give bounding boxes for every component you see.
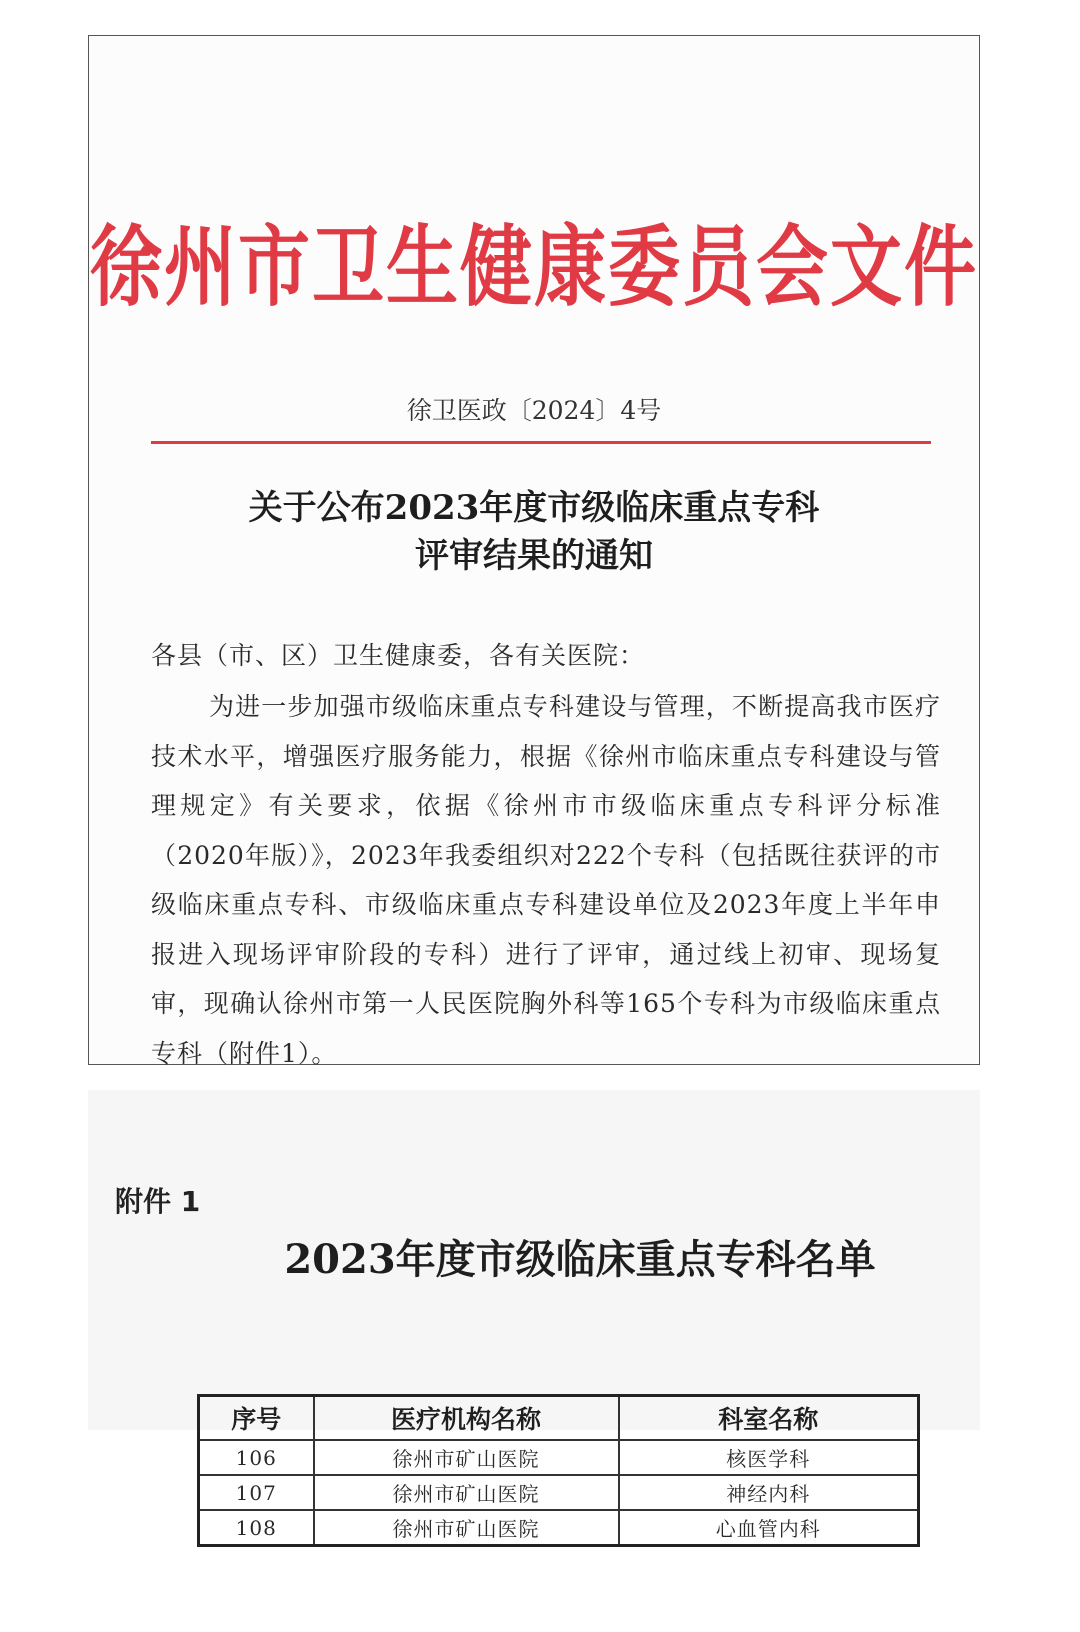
- body-paragraph: 为进一步加强市级临床重点专科建设与管理，不断提高我市医疗技术水平，增强医疗服务能力，根据《徐州市临床重点专科建设与管理规定》有关要求，依据《徐州市市级临床重点专科评分标准（2020年版）》，2023年我委组织对222个专科（包括既往获评的市级临床重点专科、市级临床重点专科建设单位及2023年度上半年申报进入现场评审阶段的专科）进行了评审，通过线上初审、现场复审，现确认徐州市第一人民医院胸外科等165个专科为市级临床重点专科（附件1）。: [151, 692, 941, 1068]
- specialty-table: [197, 1394, 920, 1547]
- cell-institution: 徐州市矿山医院: [314, 1440, 619, 1475]
- column-header-department: 科室名称: [619, 1396, 919, 1441]
- header-divider: [151, 441, 931, 444]
- cell-index: 108: [199, 1510, 314, 1546]
- table-row: [199, 1510, 919, 1546]
- document-header-title: 徐州市卫生健康委员会文件: [89, 214, 978, 318]
- column-header-institution: 医疗机构名称: [314, 1396, 619, 1441]
- document-number: 徐卫医政〔2024〕4号: [406, 396, 662, 425]
- document-page: [88, 35, 980, 1068]
- cell-index: 107: [199, 1475, 314, 1510]
- table-row: [199, 1440, 919, 1475]
- specialty-table-wrapper: [197, 1394, 917, 1547]
- table-row: [199, 1475, 919, 1510]
- column-header-index: 序号: [199, 1396, 314, 1441]
- attachment-label: 附件 1: [115, 1185, 201, 1218]
- cell-department: 神经内科: [619, 1475, 919, 1510]
- cell-department: 心血管内科: [619, 1510, 919, 1546]
- notice-title: [89, 484, 979, 580]
- cell-institution: 徐州市矿山医院: [314, 1475, 619, 1510]
- salutation: 各县（市、区）卫生健康委，各有关医院：: [151, 641, 646, 670]
- notice-title-line-1: 关于公布2023年度市级临床重点专科: [248, 488, 820, 528]
- notice-title-line-2: 评审结果的通知: [415, 536, 653, 576]
- cell-institution: 徐州市矿山医院: [314, 1510, 619, 1546]
- attachment-title: 2023年度市级临床重点专科名单: [284, 1236, 876, 1283]
- table-header-row: [199, 1396, 919, 1441]
- cell-department: 核医学科: [619, 1440, 919, 1475]
- cell-index: 106: [199, 1440, 314, 1475]
